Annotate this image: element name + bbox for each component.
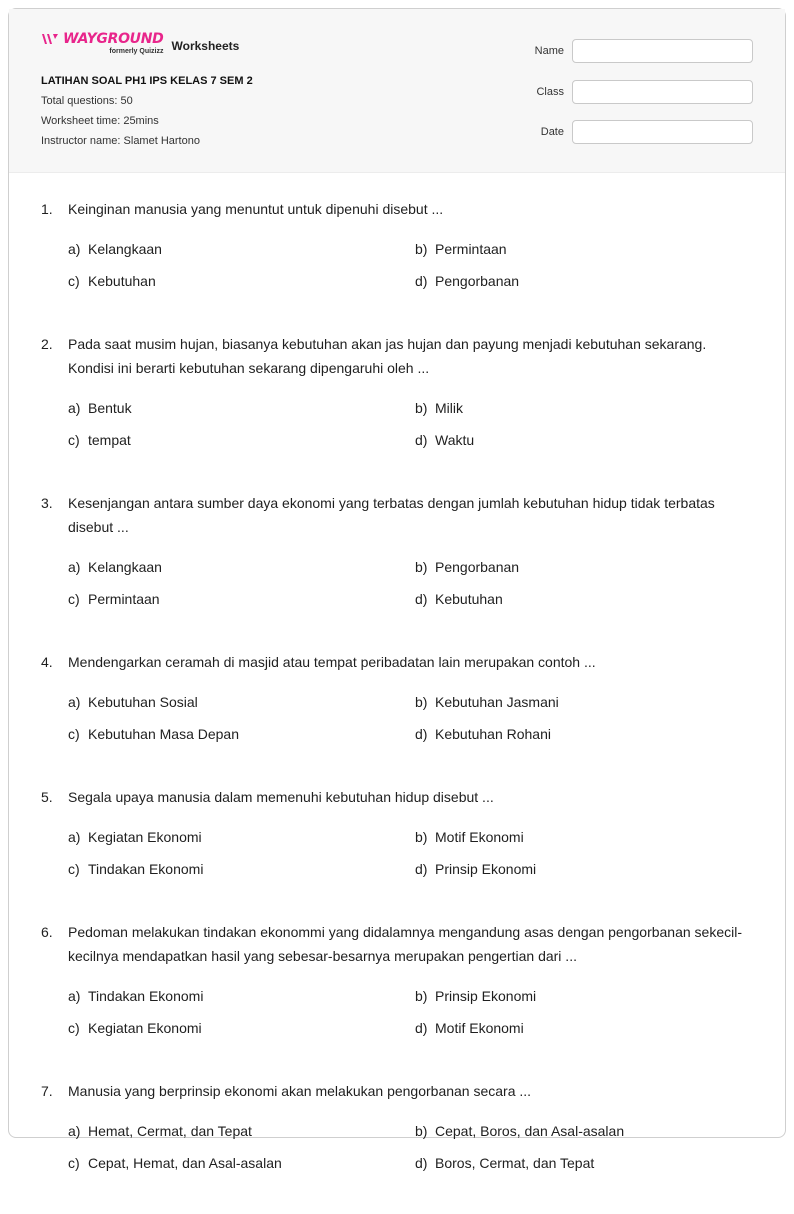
option-b[interactable] — [415, 825, 755, 849]
option-d[interactable] — [415, 857, 755, 881]
logo-subtext: formerly Quizizz — [109, 48, 164, 55]
option-list — [68, 984, 755, 1040]
question-number: 7. — [41, 1083, 53, 1099]
name-field[interactable] — [572, 39, 753, 63]
total-questions: Total questions: 50 — [41, 95, 133, 107]
instructor-name: Instructor name: Slamet Hartono — [41, 135, 200, 147]
option-b[interactable] — [415, 690, 755, 714]
option-text: Permintaan — [435, 241, 507, 257]
option-list — [68, 690, 755, 746]
wayground-logo — [41, 31, 164, 55]
question-text: Segala upaya manusia dalam memenuhi kebutuhan hidup disebut ... — [68, 789, 494, 805]
option-text: Motif Ekonomi — [435, 829, 524, 845]
question-number: 4. — [41, 654, 53, 670]
student-fields — [513, 38, 753, 160]
option-letter: a) — [68, 829, 81, 845]
option-letter: c) — [68, 273, 80, 289]
option-list — [68, 396, 755, 452]
question-7 — [41, 1079, 755, 1175]
question-1 — [41, 197, 755, 293]
option-letter: a) — [68, 400, 81, 416]
option-letter: b) — [415, 400, 428, 416]
option-letter: b) — [415, 694, 428, 710]
option-c[interactable] — [68, 1016, 415, 1040]
option-letter: d) — [415, 591, 428, 607]
option-letter: a) — [68, 241, 81, 257]
option-letter: a) — [68, 694, 81, 710]
option-text: Waktu — [435, 432, 475, 448]
option-letter: d) — [415, 726, 428, 742]
option-letter: b) — [415, 241, 428, 257]
option-text: Tindakan Ekonomi — [88, 988, 204, 1004]
question-list — [41, 197, 755, 1214]
option-c[interactable] — [68, 269, 415, 293]
option-d[interactable] — [415, 722, 755, 746]
option-letter: a) — [68, 988, 81, 1004]
option-b[interactable] — [415, 396, 755, 420]
option-letter: a) — [68, 559, 81, 575]
option-letter: d) — [415, 1155, 428, 1171]
option-letter: b) — [415, 559, 428, 575]
option-b[interactable] — [415, 1119, 755, 1143]
option-text: Prinsip Ekonomi — [435, 861, 537, 877]
date-row — [513, 119, 753, 145]
question-number: 2. — [41, 336, 53, 352]
option-text: Kebutuhan — [88, 273, 156, 289]
logo-mark-icon — [41, 32, 61, 46]
option-text: Kebutuhan Sosial — [88, 694, 198, 710]
option-text: Hemat, Cermat, dan Tepat — [88, 1123, 252, 1139]
option-letter: b) — [415, 1123, 428, 1139]
option-text: Pengorbanan — [435, 273, 520, 289]
name-label: Name — [534, 45, 564, 57]
option-a[interactable] — [68, 1119, 415, 1143]
option-text: Permintaan — [88, 591, 160, 607]
option-letter: b) — [415, 988, 428, 1004]
option-d[interactable] — [415, 428, 755, 452]
option-list — [68, 237, 755, 293]
date-field[interactable] — [572, 120, 753, 144]
option-d[interactable] — [415, 269, 755, 293]
option-text: Kelangkaan — [88, 241, 162, 257]
option-text: Cepat, Hemat, dan Asal-asalan — [88, 1155, 282, 1171]
option-letter: c) — [68, 861, 80, 877]
question-number: 3. — [41, 495, 53, 511]
option-d[interactable] — [415, 587, 755, 611]
option-letter: d) — [415, 861, 428, 877]
date-label: Date — [540, 126, 564, 138]
option-letter: b) — [415, 829, 428, 845]
option-letter: c) — [68, 1020, 80, 1036]
question-text: Keinginan manusia yang menuntut untuk dipenuhi disebut ... — [68, 201, 444, 217]
option-text: Prinsip Ekonomi — [435, 988, 537, 1004]
option-b[interactable] — [415, 555, 755, 579]
option-letter: c) — [68, 432, 80, 448]
question-2 — [41, 332, 755, 452]
option-list — [68, 555, 755, 611]
option-letter: d) — [415, 273, 428, 289]
option-c[interactable] — [68, 587, 415, 611]
option-letter: c) — [68, 1155, 80, 1171]
option-text: Kelangkaan — [88, 559, 162, 575]
worksheet-title: LATIHAN SOAL PH1 IPS KELAS 7 SEM 2 — [41, 75, 253, 87]
question-5 — [41, 785, 755, 881]
option-a[interactable] — [68, 555, 415, 579]
question-number: 1. — [41, 201, 53, 217]
question-text: Pedoman melakukan tindakan ekonommi yang didalamnya mengandung asas dengan pengorbanan sekecil-kecilnya mendapatkan hasil yang sebesar-besarnya merupakan pengertian dari ... — [68, 924, 743, 964]
question-3 — [41, 491, 755, 611]
option-text: Milik — [435, 400, 463, 416]
option-text: Kegiatan Ekonomi — [88, 829, 202, 845]
option-a[interactable] — [68, 396, 415, 420]
class-label: Class — [536, 85, 564, 98]
worksheet-meta — [41, 74, 253, 154]
option-text: Kegiatan Ekonomi — [88, 1020, 202, 1036]
option-a[interactable] — [68, 690, 415, 714]
option-text: Kebutuhan Jasmani — [435, 694, 559, 710]
option-d[interactable] — [415, 1151, 755, 1175]
option-a[interactable] — [68, 237, 415, 261]
question-number: 5. — [41, 789, 53, 805]
class-row — [513, 79, 753, 105]
option-letter: c) — [68, 726, 80, 742]
option-list — [68, 1119, 755, 1175]
option-c[interactable] — [68, 428, 415, 452]
option-text: Boros, Cermat, dan Tepat — [435, 1155, 595, 1171]
brand — [41, 31, 239, 55]
option-text: Tindakan Ekonomi — [88, 861, 204, 877]
option-letter: c) — [68, 591, 80, 607]
question-text: Pada saat musim hujan, biasanya kebutuhan akan jas hujan dan payung menjadi kebutuhan sekarang. Kondisi ini berarti kebutuhan sekarang dipengaruhi oleh ... — [68, 336, 707, 376]
option-c[interactable] — [68, 857, 415, 881]
option-d[interactable] — [415, 1016, 755, 1040]
worksheet-header — [9, 9, 785, 173]
question-text: Kesenjangan antara sumber daya ekonomi yang terbatas dengan jumlah kebutuhan hidup tidak terbatas disebut ... — [68, 495, 715, 535]
option-list — [68, 825, 755, 881]
option-text: tempat — [88, 432, 131, 448]
option-letter: a) — [68, 1123, 81, 1139]
option-text: Kebutuhan Rohani — [435, 726, 551, 742]
option-text: Pengorbanan — [435, 559, 520, 575]
option-text: Bentuk — [88, 400, 132, 416]
brand-title: Worksheets — [171, 39, 240, 53]
option-letter: d) — [415, 1020, 428, 1036]
option-b[interactable] — [415, 237, 755, 261]
worksheet-page — [8, 8, 786, 1171]
name-row — [513, 38, 753, 64]
question-text: Manusia yang berprinsip ekonomi akan melakukan pengorbanan secara ... — [68, 1083, 532, 1099]
option-text: Motif Ekonomi — [435, 1020, 524, 1036]
question-text: Mendengarkan ceramah di masjid atau tempat peribadatan lain merupakan contoh ... — [68, 654, 596, 670]
question-6 — [41, 920, 755, 1040]
option-a[interactable] — [68, 984, 415, 1008]
logo-text: WAYGROUND — [63, 31, 164, 47]
option-letter: d) — [415, 432, 428, 448]
option-b[interactable] — [415, 984, 755, 1008]
question-number: 6. — [41, 924, 53, 940]
option-text: Cepat, Boros, dan Asal-asalan — [435, 1123, 625, 1139]
question-4 — [41, 650, 755, 746]
option-text: Kebutuhan Masa Depan — [88, 726, 239, 742]
option-a[interactable] — [68, 825, 415, 849]
option-c[interactable] — [68, 1151, 415, 1175]
class-field[interactable] — [572, 80, 753, 104]
worksheet-time: Worksheet time: 25mins — [41, 115, 159, 127]
option-text: Kebutuhan — [435, 591, 503, 607]
option-c[interactable] — [68, 722, 415, 746]
